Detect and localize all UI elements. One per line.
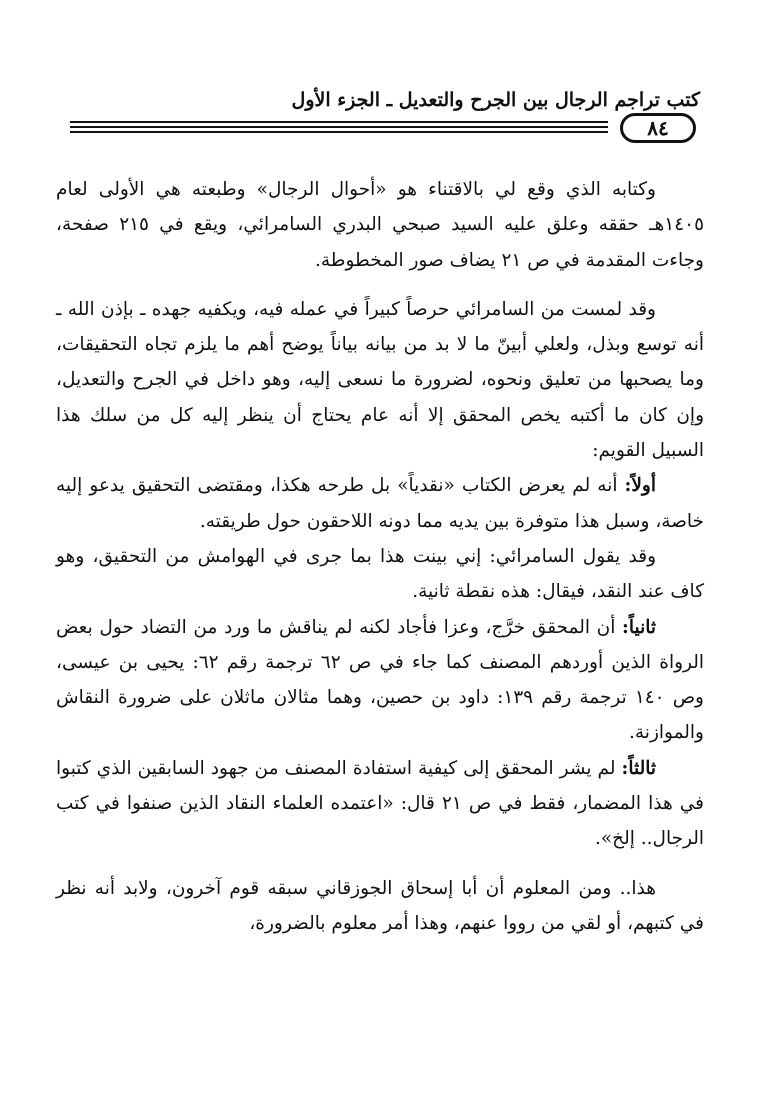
rule-line [70,126,608,128]
point-text: لم يشر المحقق إلى كيفية استفادة المصنف من جهود السابقين الذي كتبوا في هذا المضمار، فقط في ص ٢١ قال: «اعتمده العلماء النقاد الذين صنفوا في كتب الرجال.. إلخ». [56,757,704,850]
paragraph-samarrai-effort: وقد لمست من السامرائي حرصاً كبيراً في عمله فيه، ويكفيه جهده ـ بإذن الله ـ أنه توسع وبذل، ولعلي أبينّ ما لا بد من بيانه بياناً يوضح أهم ما يلزم تجاه التحقيقات، وما يصحبها من تعليق ونحوه، لضرورة ما نسعى إليه، وهو داخل في الجرح والتعديل، وإن كان ما أكتبه يخص المحقق إلا أنه عام يحتاج أن ينظر إليه كل من سلك هذا السبيل القويم: [56,298,704,462]
rule-line [70,131,608,133]
point-text: أن المحقق خرَّج، وعزا فأجاد لكنه لم يناقش ما ورد من التضاد حول بعض الرواة الذين أوردهم المصنف كما جاء في ص ٦٢ ترجمة رقم ٦٢: يحيى بن عيسى، وص ١٤٠ ترجمة رقم ١٣٩: داود بن حصين، وهما مثالان ماثلان على ضرورة النقاش والموازنة. [56,616,705,744]
paragraph-closing: هذا.. ومن المعلوم أن أبا إسحاق الجوزقاني سبقه قوم آخرون، ولابد أنه نظر في كتبهم، أو لقي من رووا عنهم، وهذا أمر معلوم بالضرورة، [56,877,704,934]
paragraph-samarrai-reply: وقد يقول السامرائي: إني بينت هذا بما جرى في الهوامش من التحقيق، وهو كاف عند النقد، فيقال: هذه نقطة ثانية. [56,545,704,603]
page-number: ٨٤ [620,113,696,143]
point-label: أولاً: [624,475,656,497]
paragraph-second-point [56,610,704,751]
header-rule [70,113,696,143]
point-label: ثالثاً: [621,757,656,779]
paragraph-third-point [56,751,704,857]
page-body [56,172,704,941]
point-label: ثانياً: [622,616,656,638]
paragraph-book-edition: وكتابه الذي وقع لي بالاقتناء هو «أحوال الرجال» وطبعته هي الأولى لعام ١٤٠٥هـ حققه وعلق عليه السيد صبحي البدري السامرائي، ويقع في ٢١٥ صفحة، وجاءت المقدمة في ص ٢١ يضاف صور المخطوطة. [56,179,705,271]
running-title: كتب تراجم الرجال بين الجرح والتعديل ـ الجزء الأول [291,89,700,111]
point-text: أنه لم يعرض الكتاب «نقدياً» بل طرحه هكذا، ومقتضى التحقيق يدعو إليه خاصة، وسبل هذا متوفرة بين يديه مما دونه اللاحقون حول طريقته. [56,475,704,532]
paragraph-first-point [56,468,704,539]
rule-line [70,121,608,123]
